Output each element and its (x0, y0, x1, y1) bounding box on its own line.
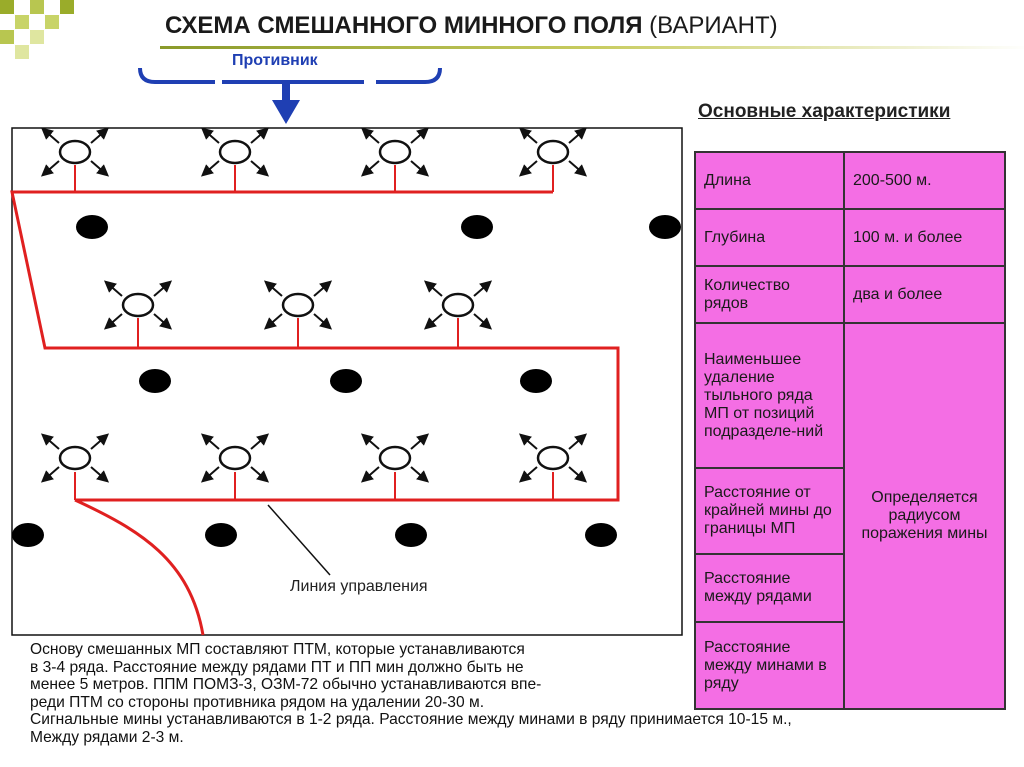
anti-tank-mine (12, 523, 44, 547)
anti-tank-mine (461, 215, 493, 239)
enemy-direction-bracket (140, 68, 440, 82)
char-value: 200-500 м. (844, 152, 1005, 209)
char-label: Расстояние между минами в ряду (695, 622, 844, 709)
description-text (30, 641, 1010, 747)
anti-tank-mine (139, 369, 171, 393)
enemy-arrow (272, 82, 300, 124)
description-line: в 3-4 ряда. Расстояние между рядами ПТ и ПП мин должно быть не (30, 658, 524, 676)
char-label: Глубина (695, 209, 844, 266)
control-line-label: Линия управления (290, 578, 428, 595)
anti-tank-mine (649, 215, 681, 239)
char-label: Наименьшее удаление тыльного ряда МП от позиций подразделе-ний (695, 323, 844, 468)
char-label: Расстояние от крайней мины до границы МП (695, 468, 844, 554)
table-row (695, 266, 1005, 323)
description-line: Сигнальные мины устанавливаются в 1-2 ряда. Расстояние между минами в ряду принимается 10-15 м., (30, 711, 792, 729)
description-line: реди ПТМ со стороны противника рядом на удалении 20-30 м. (30, 693, 485, 711)
char-label: Расстояние между рядами (695, 554, 844, 622)
char-value: два и более (844, 266, 1005, 323)
page-title: СХЕМА СМЕШАННОГО МИННОГО ПОЛЯ (ВАРИАНТ) (165, 12, 778, 39)
char-value: 100 м. и более (844, 209, 1005, 266)
anti-tank-mines (12, 215, 681, 547)
enemy-label: Противник (232, 52, 318, 69)
description-line: Основу смешанных МП составляют ПТМ, которые устанавливаются (30, 641, 525, 658)
anti-tank-mine (330, 369, 362, 393)
characteristics-title: Основные характеристики (698, 101, 951, 122)
characteristics-table (694, 151, 1006, 710)
control-line-leader (268, 505, 330, 575)
table-row (695, 152, 1005, 209)
char-label: Длина (695, 152, 844, 209)
anti-tank-mine (205, 523, 237, 547)
anti-tank-mine (585, 523, 617, 547)
anti-personnel-mines (44, 130, 584, 480)
description-line: Между рядами 2-3 м. (30, 728, 184, 746)
table-row (695, 323, 1005, 468)
anti-tank-mine (395, 523, 427, 547)
merged-value: Определяется радиусом поражения мины (844, 323, 1005, 709)
anti-tank-mine (520, 369, 552, 393)
title-variant: (ВАРИАНТ) (649, 12, 778, 39)
char-label: Количество рядов (695, 266, 844, 323)
table-row (695, 209, 1005, 266)
description-line: менее 5 метров. ППМ ПОМЗ-3, ОЗМ-72 обычно устанавливаются впе- (30, 676, 542, 694)
anti-tank-mine (76, 215, 108, 239)
